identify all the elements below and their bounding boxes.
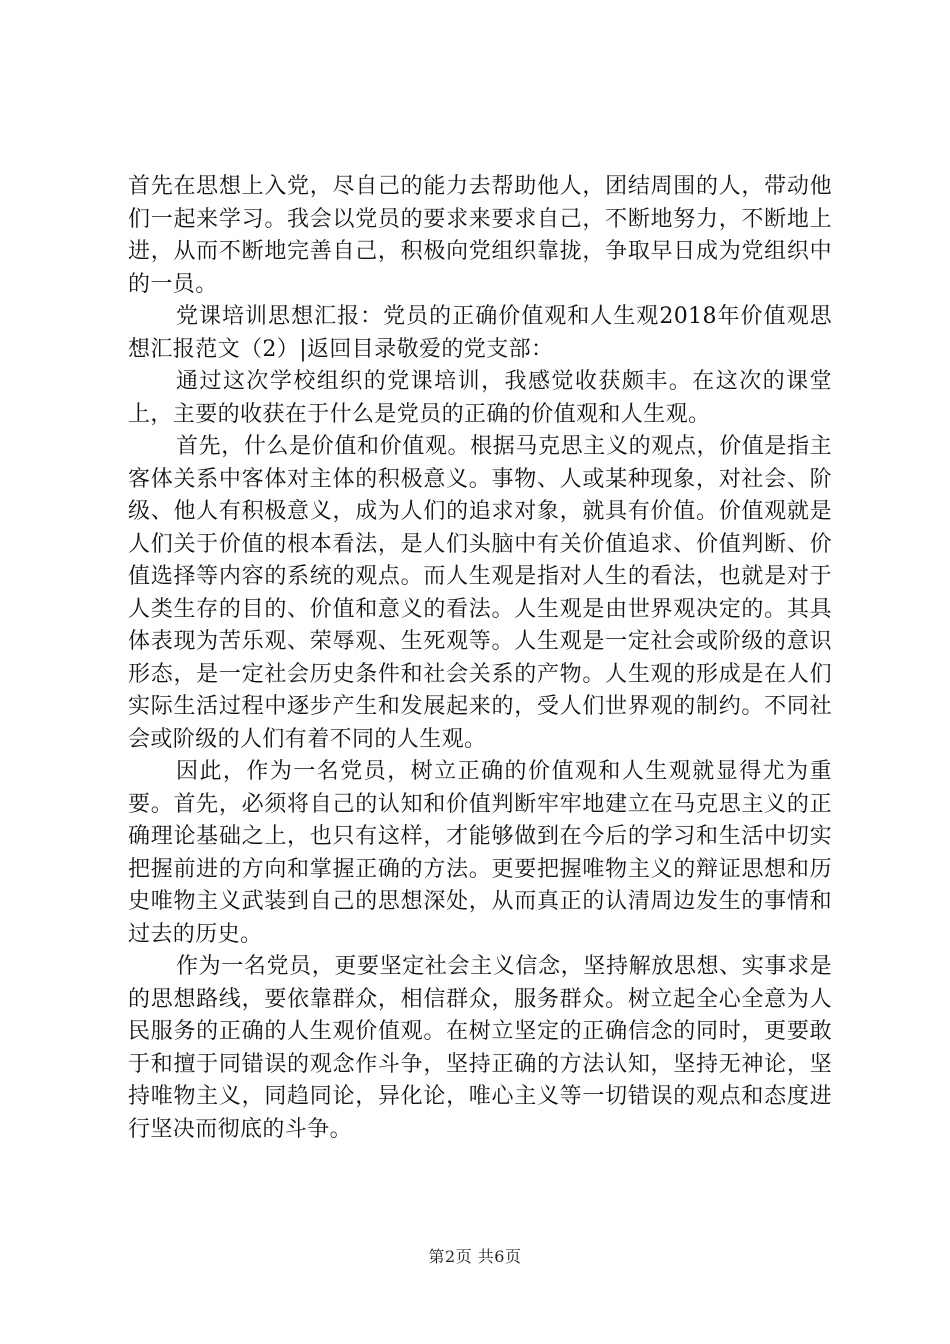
page-number-footer: 第2页 共6页 [428,1247,522,1266]
report-heading: 党课培训思想汇报：党员的正确价值观和人生观2018年价值观思想汇报范文（2）|返回目录敬爱的党支部： [128,304,832,362]
paragraph-intro: 通过这次学校组织的党课培训，我感觉收获颇丰。在这次的课堂上，主要的收获在于什么是党员的正确的价值观和人生观。 [128,369,832,427]
document-body [128,171,832,1146]
paragraph-party-member: 作为一名党员，更要坚定社会主义信念，坚持解放思想、实事求是的思想路线，要依靠群众，相信群众，服务群众。树立起全心全意为人民服务的正确的人生观价值观。在树立坚定的正确信念的同时，更要敢于和擅于同错误的观念作斗争，坚持正确的方法认知，坚持无神论，坚持唯物主义，同趋同论，异化论，唯心主义等一切错误的观点和态度进行坚决而彻底的斗争。 [128,954,832,1142]
paragraph-values-definition: 首先，什么是价值和价值观。根据马克思主义的观点，价值是指主客体关系中客体对主体的积极意义。事物、人或某种现象，对社会、阶级、他人有积极意义，成为人们的追求对象，就具有价值。价值观就是人们关于价值的根本看法，是人们头脑中有关价值追求、价值判断、价值选择等内容的系统的观点。而人生观是指对人生的看法，也就是对于人类生存的目的、价值和意义的看法。人生观是由世界观决定的。其具体表现为苦乐观、荣辱观、生死观等。人生观是一定社会或阶级的意识形态，是一定社会历史条件和社会关系的产物。人生观的形成是在人们实际生活过程中逐步产生和发展起来的，受人们世界观的制约。不同社会或阶级的人们有着不同的人生观。 [128,434,832,752]
paragraph-importance: 因此，作为一名党员，树立正确的价值观和人生观就显得尤为重要。首先，必须将自己的认知和价值判断牢牢地建立在马克思主义的正确理论基础之上，也只有这样，才能够做到在今后的学习和生活中切实把握前进的方向和掌握正确的方法。更要把握唯物主义的辩证思想和历史唯物主义武装到自己的思想深处，从而真正的认清周边发生的事情和过去的历史。 [128,759,832,947]
paragraph-continuation: 首先在思想上入党，尽自己的能力去帮助他人，团结周围的人，带动他们一起来学习。我会以党员的要求来要求自己，不断地努力，不断地上进，从而不断地完善自己，积极向党组织靠拢，争取早日成为党组织中的一员。 [128,174,832,297]
